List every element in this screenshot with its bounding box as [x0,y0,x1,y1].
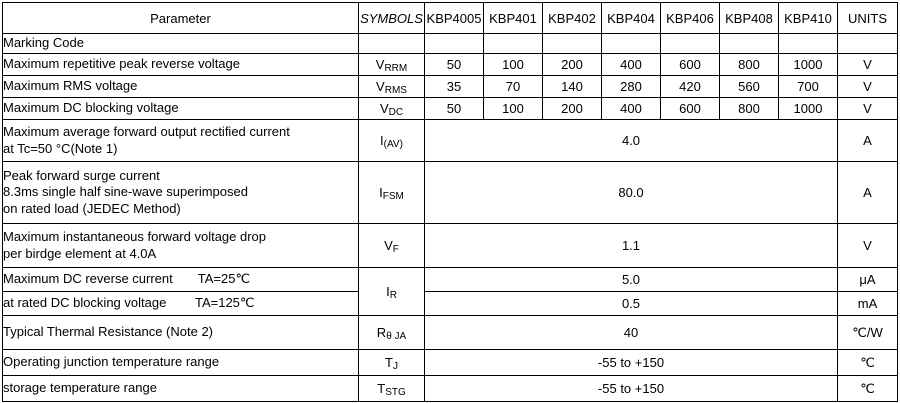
row-units: V [838,98,898,120]
row-value: 420 [661,76,720,98]
row-parameter-ir-line1: Maximum DC reverse current TA=25℃ [3,268,359,292]
table-row [3,224,898,268]
symbol-sub: DC [388,107,404,118]
symbol-main: I [380,133,384,148]
row-value [484,34,543,54]
symbol-sub: STG [385,387,406,398]
header-part-kbp401: KBP401 [484,3,543,34]
row-units: μA [838,268,898,292]
symbol-sub: (AV) [383,139,403,150]
header-symbols: SYMBOLS [359,3,425,34]
symbol-sub: J [392,361,398,372]
row-value: 280 [602,76,661,98]
row-parameter-ir-line2: at rated DC blocking voltage TA=125℃ [3,292,359,316]
table-row [3,120,898,162]
row-parameter-ifsm [3,162,359,224]
row-symbol-vdc [359,98,425,120]
table-row [3,76,898,98]
row-symbol-vf [359,224,425,268]
row-parameter-iav [3,120,359,162]
row-units: mA [838,292,898,316]
symbol-main: T [385,355,393,370]
electrical-characteristics-table [2,2,898,402]
row-parameter-vdc: Maximum DC blocking voltage [3,98,359,120]
row-value [779,34,838,54]
row-value-span: 4.0 [425,120,838,162]
row-value: 200 [543,98,602,120]
row-value-span: 1.1 [425,224,838,268]
parameter-line: Maximum average forward output rectified current [3,123,290,139]
row-value [543,34,602,54]
row-value-span: 5.0 [425,268,838,292]
row-value-span: -55 to +150 [425,376,838,402]
row-value-span: 80.0 [425,162,838,224]
row-value [602,34,661,54]
row-value [425,34,484,54]
row-units: ℃ [838,350,898,376]
table-row [3,98,898,120]
row-value: 35 [425,76,484,98]
row-parameter-vrms: Maximum RMS voltage [3,76,359,98]
header-part-kbp404: KBP404 [602,3,661,34]
row-parameter-marking-code: Marking Code [3,34,359,54]
header-part-kbp410: KBP410 [779,3,838,34]
symbol-main: I [386,284,390,299]
parameter-line: Maximum instantaneous forward voltage drop [3,228,267,244]
parameter-line: per birdge element at 4.0A [3,245,157,261]
row-value: 50 [425,54,484,76]
symbol-main: T [377,381,386,396]
header-part-kbp402: KBP402 [543,3,602,34]
header-units: UNITS [838,3,898,34]
table-row [3,316,898,350]
row-value: 600 [661,54,720,76]
row-symbol-marking-code [359,34,425,54]
row-value: 1000 [779,98,838,120]
row-value: 70 [484,76,543,98]
row-units: ℃/W [838,316,898,350]
parameter-line: at Tc=50 °C(Note 1) [3,140,118,156]
row-symbol-vrms [359,76,425,98]
row-value: 700 [779,76,838,98]
row-units: V [838,224,898,268]
header-part-kbp406: KBP406 [661,3,720,34]
table-row [3,350,898,376]
symbol-sub: FSM [382,191,404,202]
table-row [3,268,898,292]
row-value: 200 [543,54,602,76]
row-symbol-thermal-resistance [359,316,425,350]
symbol-main: V [375,57,385,72]
symbol-main: V [384,238,393,253]
row-symbol-tj [359,350,425,376]
row-units: A [838,162,898,224]
row-value: 100 [484,98,543,120]
row-value: 1000 [779,54,838,76]
row-units: A [838,120,898,162]
row-units: V [838,76,898,98]
row-parameter-vrrm: Maximum repetitive peak reverse voltage [3,54,359,76]
row-value: 140 [543,76,602,98]
row-parameter-thermal-resistance: Typical Thermal Resistance (Note 2) [3,316,359,350]
symbol-sub: RMS [384,85,407,96]
row-parameter-storage-temp: storage temperature range [3,376,359,402]
row-value: 400 [602,98,661,120]
row-value: 100 [484,54,543,76]
row-symbol-vrrm [359,54,425,76]
row-units: ℃ [838,376,898,402]
symbol-main: I [379,185,383,200]
symbol-sub: RRM [384,63,408,74]
row-symbol-tstg [359,376,425,402]
row-value: 600 [661,98,720,120]
symbol-sub: F [392,244,399,255]
row-value-span: 0.5 [425,292,838,316]
symbol-main: V [376,79,385,94]
row-units: V [838,54,898,76]
row-value: 560 [720,76,779,98]
row-symbol-iav [359,120,425,162]
symbol-main: R [376,325,387,340]
row-parameter-vf [3,224,359,268]
table-row [3,292,898,316]
table-row [3,376,898,402]
row-units [838,34,898,54]
row-value-span: -55 to +150 [425,350,838,376]
symbol-sub: R [389,290,397,301]
header-part-kbp4005: KBP4005 [425,3,484,34]
parameter-line: 8.3ms single half sine-wave superimposed [3,184,248,200]
row-parameter-operating-temp: Operating junction temperature range [3,350,359,376]
symbol-sub: θ JA [386,331,407,342]
row-symbol-ifsm [359,162,425,224]
parameter-line: Peak forward surge current [3,167,160,183]
table-header-row [3,3,898,34]
table-row [3,162,898,224]
table-row [3,54,898,76]
table-row [3,34,898,54]
row-symbol-ir [359,268,425,316]
header-part-kbp408: KBP408 [720,3,779,34]
symbol-main: V [379,101,389,116]
parameter-line: on rated load (JEDEC Method) [3,200,181,216]
row-value: 400 [602,54,661,76]
row-value: 800 [720,54,779,76]
row-value [661,34,720,54]
row-value: 800 [720,98,779,120]
row-value: 50 [425,98,484,120]
row-value [720,34,779,54]
row-value-span: 40 [425,316,838,350]
header-parameter: Parameter [3,3,359,34]
